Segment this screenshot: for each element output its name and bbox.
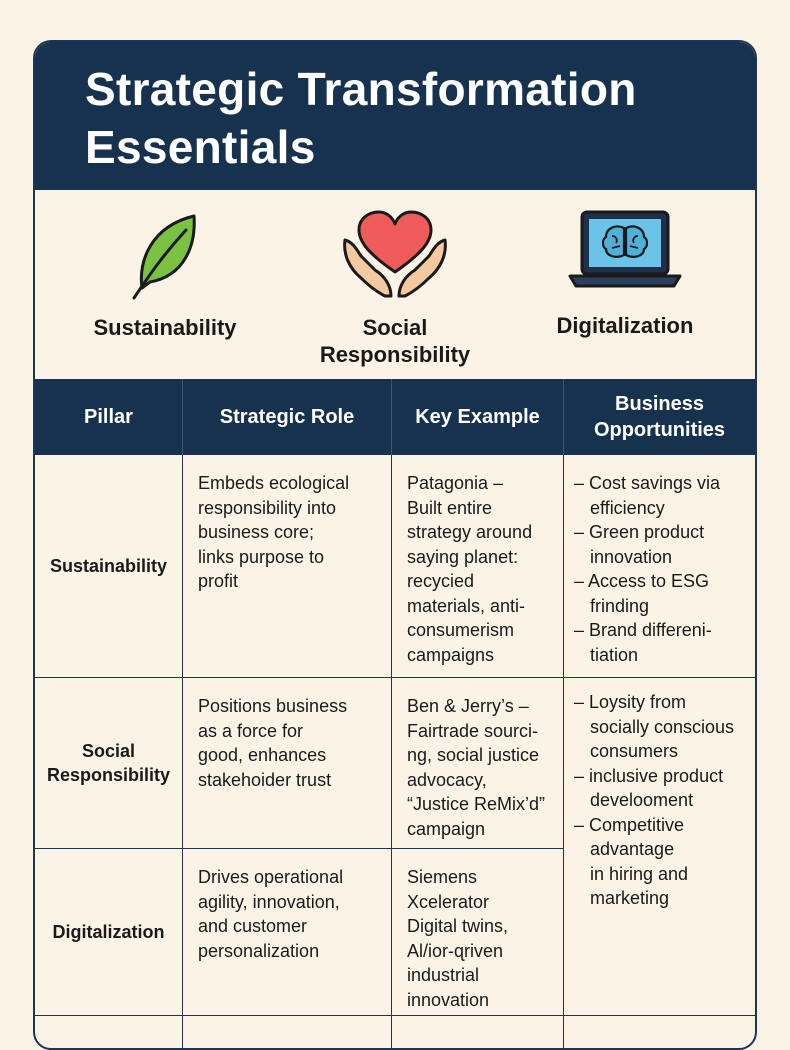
row-business-opportunities: – Cost savings via efficiency – Green product innovation – Access to ESG frinding – Brand differeni- tiation xyxy=(574,473,721,665)
pillar-digitalization xyxy=(540,210,710,339)
pillar-label: Social Responsibility xyxy=(319,315,471,367)
header-pillar: Pillar xyxy=(35,379,183,455)
pillar-icons-section xyxy=(35,190,755,381)
laptop-brain-icon xyxy=(568,210,682,290)
header-business-opportunities: Business Opportunities xyxy=(593,393,726,441)
row-strategic-role: Positions business as a force for good, enhances stakehoider trust xyxy=(183,678,392,848)
empty-cell xyxy=(35,1016,183,1050)
empty-cell xyxy=(392,1016,564,1050)
left-rows xyxy=(35,678,564,1016)
table-row xyxy=(35,1016,755,1050)
leaf-icon xyxy=(128,210,202,300)
table-header xyxy=(35,379,755,455)
page-title: Strategic Transformation Essentials xyxy=(85,63,637,173)
pillar-label: Sustainability xyxy=(93,315,237,340)
merged-rows xyxy=(35,678,755,1016)
row-pillar: Social Responsibility xyxy=(35,678,183,848)
header-key-example: Key Example xyxy=(392,379,564,455)
pillar-sustainability xyxy=(81,210,249,341)
row-key-example: Siemens Xcelerator Digital twins, Al/ior-ɋriven industrial innovation xyxy=(392,849,564,1016)
row-pillar: Sustainability xyxy=(35,455,183,677)
heart-in-hands-icon xyxy=(339,210,451,300)
pillar-social-responsibility xyxy=(305,210,485,368)
row-key-example: Patagonia – Built entire strategy around saying planet: recycied materials, anti- consumerism campaigns xyxy=(392,455,564,677)
table-row xyxy=(35,455,755,678)
empty-cell xyxy=(564,1016,755,1050)
row-business-opportunities: – Loysity from socially conscious consumers – inclusive product develooment – Competitive advantage in hiring and marketing xyxy=(574,692,735,908)
table-row xyxy=(35,849,564,1016)
row-pillar: Digitalization xyxy=(35,849,183,1016)
header-strategic-role: Strategic Role xyxy=(183,379,392,455)
row-strategic-role: Embeds ecological responsibility into business core; links purpose to profit xyxy=(183,455,392,677)
table-body xyxy=(35,455,755,1050)
row-strategic-role: Drives operational agility, innovation, and customer personalization xyxy=(183,849,392,1016)
row-key-example: Ben & Jerry’s – Fairtrade sourci- ng, social justice advocacy, “Justice ReMix’d” campaign xyxy=(392,678,564,848)
table-row xyxy=(35,678,564,849)
title-banner xyxy=(35,42,755,190)
pillar-label: Digitalization xyxy=(556,313,694,338)
empty-cell xyxy=(183,1016,392,1050)
infographic-card xyxy=(33,40,757,1050)
pillar-table xyxy=(35,379,755,1050)
